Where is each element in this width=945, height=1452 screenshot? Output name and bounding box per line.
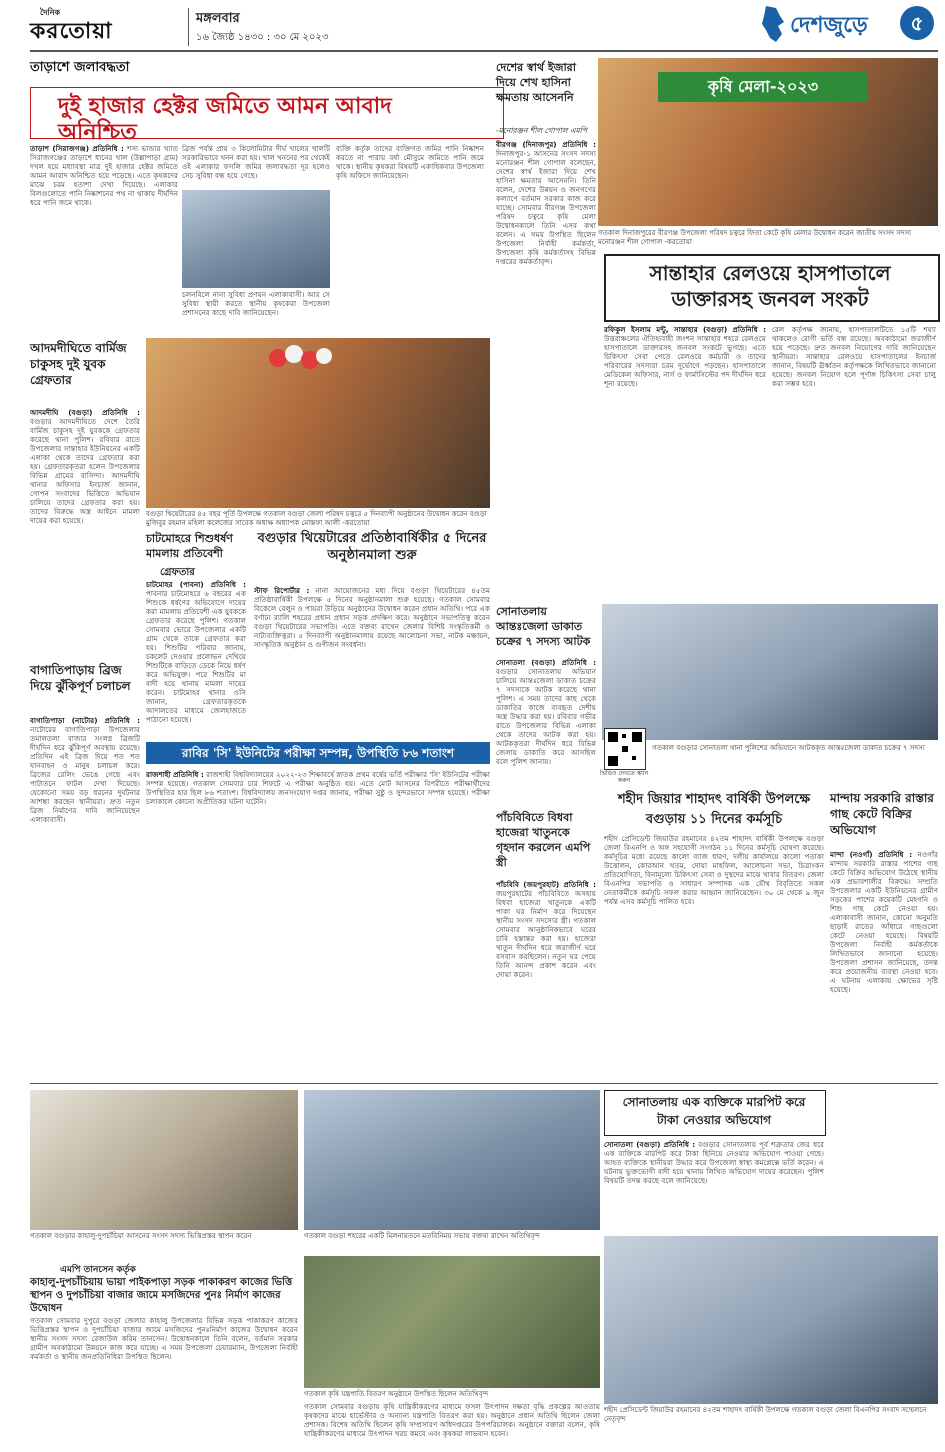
paper-small-label: দৈনিক	[40, 8, 61, 17]
qr-label: ভিডিও দেখতে স্ক্যান করুন	[599, 770, 649, 784]
bagati-text: নাটোরের বাগাতিপাড়া উপজেলার তমালতলা বাজার সংলগ্ন ব্রিজটি দীর্ঘদিন ধরে ঝুঁকিপূর্ণ অবস্থায় রয়েছে। প্রতিদিন এই ব্রিজ দিয়ে শত শত যানবাহন ও মানুষ চলাচল করে। ব্রিজের রেলিং ভেঙে গেছে এবং পাটাতনে ফাটল দেখা দিয়েছে। যেকোনো সময় বড় ধরনের দুর্ঘটনার আশঙ্কা করছেন স্থানীয়রা। দ্রুত নতুন ব্রিজ নির্মাণের দাবি জানিয়েছেন এলাকাবাসী।	[30, 725, 140, 824]
mid-page-divider	[30, 1083, 938, 1084]
lead-byline: তাড়াশ (সিরাজগঞ্জ) প্রতিনিধি :	[30, 144, 124, 153]
sonatala-boat-text: বগুড়ার সোনাতলায় অভিযান চালিয়ে আন্তঃজেলা ডাকাত চক্রের ৭ সদস্যকে আটক করেছে থানা পুলিশ। এ সময় তাদের কাছ থেকে ডাকাতির কাজে ব্যবহৃত দেশীয় অস্ত্র উদ্ধার করা হয়। রবিবার গভীর রাতে উপজেলার বিভিন্ন এলাকা থেকে তাদের আটক করা হয়। আটককৃতরা দীর্ঘদিন ধরে বিভিন্ন জেলায় ডাকাতি করে আসছিল বলে পুলিশ জানায়।	[496, 667, 596, 766]
bnp-photo	[604, 1236, 938, 1404]
mandah-text: নওগাঁর মান্দায় সরকারি রাস্তার পাশের গাছ কেটে বিক্রির অভিযোগ উঠেছে স্থানীয় এক প্রভাবশালীর বিরুদ্ধে। সম্প্রতি উপজেলার একটি ইউনিয়নের গ্রামীণ সড়কের পাশের কয়েকটি মেহগনি ও শিশু গাছ কেটে নেওয়া হয়। এলাকাবাসী জানান, কোনো অনুমতি ছাড়াই রাতের আঁধারে গাছগুলো কেটে নেওয়া হয়েছে। বিষয়টি উপজেলা নির্বাহী কর্মকর্তাকে লিখিতভাবে জানানো হয়েছে। উপজেলা প্রশাসন জানিয়েছে, তদন্ত করে প্রয়োজনীয় ব্যবস্থা নেওয়া হবে। এ ঘটনায় এলাকায় ক্ষোভের সৃষ্টি হয়েছে।	[830, 850, 938, 994]
sheikh-body	[496, 140, 596, 600]
bottom-photo-1	[30, 1090, 298, 1230]
mandah-headline: মান্দায় সরকারি রাস্তার গাছ কেটে বিক্রির অভিযোগ	[830, 791, 934, 837]
theatre-byline: স্টাফ রিপোর্টার :	[254, 586, 310, 595]
sonatala-boat-byline: সোনাতলা (বগুড়া) প্রতিনিধি :	[496, 658, 596, 667]
mandah-body	[830, 850, 938, 1080]
krishi-mela-credit: -করতোয়া	[664, 238, 692, 246]
zia-headline-1: শহীদ জিয়ার শাহাদৎ বার্ষিকী উপলক্ষে	[617, 792, 811, 807]
zia-body: শহীদ প্রেসিডেন্ট জিয়াউর রহমানের ৪২তম শাহাদৎ বার্ষিকী উপলক্ষে বগুড়া জেলা বিএনপি ও অঙ্গ সহযোগী সংগঠন ১১ দিনের কর্মসূচি ঘোষণা করেছে। কর্মসূচির মধ্যে রয়েছে কালো ব্যাজ ধারণ, দলীয় কার্যালয়ে কালো পতাকা উত্তোলন, কোরআন খতম, দোয়া মাহফিল, আলোচনা সভা, চিত্রাংকন প্রতিযোগিতা, বিনামূল্যে চিকিৎসা সেবা ও দুস্থদের মাঝে খাবার বিতরণ। জেলা বিএনপির সভাপতি ও সাধারণ সম্পাদক এক যৌথ বিবৃতিতে সকল নেতাকর্মীকে কর্মসূচি সফল করার আহ্বান জানিয়েছেন। ৩০ মে থেকে ৯ জুন পর্যন্ত এসব কর্মসূচি পালিত হবে।	[604, 834, 824, 906]
santahar-text-2: রেল কর্তৃপক্ষ জানায়, হাসপাতালটিতে ১৫টি শয্যা থাকলেও রোগী ভর্তি বন্ধ রয়েছে। অবকাঠামো জরাজীর্ণ হয়ে পড়েছে। দ্রুত জনবল নিয়োগের দাবি জানিয়েছেন স্থানীয়রা।	[772, 325, 936, 361]
adam-byline: আদমদীঘি (বগুড়া) প্রতিনিধি :	[30, 408, 140, 417]
widow-headline: পাঁচবিবিতে বিধবা হাজেরা খাতুনকে গৃহদান করলেন এমপি স্ত্রী	[496, 811, 591, 869]
widow-byline: পাঁচবিবি (জয়পুরহাট) প্রতিনিধি :	[496, 880, 596, 889]
santahar-col-1	[604, 325, 766, 600]
bottom-photo-2	[304, 1090, 600, 1230]
rabi-text: রাজশাহী বিশ্ববিদ্যালয়ের ২০২২-২৩ শিক্ষাবর্ষে স্নাতক প্রথম বর্ষের ভর্তি পরীক্ষার 'সি' ইউনিটের পরীক্ষা সম্পন্ন হয়েছে। গতকাল সোমবার চার শিফটে এ পরীক্ষা অনুষ্ঠিত হয়। এতে মোট আসনের বিপরীতে পরীক্ষার্থীদের উপস্থিতির হার ছিল ৮৬ শতাংশ। বিশ্ববিদ্যালয় জনসংযোগ দপ্তর জানায়, পরীক্ষা সুষ্ঠু ও সুন্দরভাবে সম্পন্ন হয়েছে। পরীক্ষা চলাকালে কোনো অপ্রীতিকর ঘটনা ঘটেনি।	[146, 770, 490, 806]
santahar-headline: সান্তাহার রেলওয়ে হাসপাতালে ডাক্তারসহ জনবল সংকট	[649, 261, 891, 311]
lead-photo	[182, 190, 330, 288]
sheikh-byline: বীরগঞ্জ (দিনাজপুর) প্রতিনিধি :	[496, 140, 596, 149]
widow-body	[496, 880, 596, 1075]
masthead-underline	[30, 50, 938, 52]
masthead-divider	[188, 8, 189, 46]
lead-headline-frame	[30, 87, 504, 139]
sonatala-beat-text: বগুড়ার সোনাতলায় পূর্ব শত্রুতার জের ধরে এক ব্যক্তিকে মারপিট করে টাকা ছিনিয়ে নেওয়ার অভিযোগ পাওয়া গেছে। আহত ব্যক্তিকে স্থানীয়রা উদ্ধার করে উপজেলা স্বাস্থ্য কমপ্লেক্সে ভর্তি করেন। এ ঘটনায় ভুক্তভোগী বাদী হয়ে থানায় লিখিত অভিযোগ দায়ের করেছেন। পুলিশ বিষয়টি তদন্ত করছে বলে জানিয়েছে।	[604, 1140, 824, 1185]
sonatala-beat-headline: সোনাতলায় এক ব্যক্তিকে মারপিট করে টাকা নেওয়ার অভিযোগ	[622, 1095, 806, 1127]
sonatala-boat-photo	[602, 604, 938, 740]
section-title: দেশজুড়ে	[790, 13, 868, 38]
kahalu-headline: কাহালু-দুপচাঁচিয়ায় ভায়া পাইকপাড়া সড়ক পাকাকরণ কাজের ভিত্তি স্থাপন ও দুপচাঁচিয়া বাজার জামে মসজিদের পুনঃ নির্মাণ কাজের উদ্বোধন	[30, 1277, 293, 1314]
chatmohar-sub: গ্রেফতার	[160, 567, 195, 578]
bottom-caption-1: গতকাল বগুড়ার কাহালু-দুপচাঁচিয়া আসনের সংসদ সদস্য ভিত্তিপ্রস্তর স্থাপন করেন	[30, 1232, 252, 1240]
adam-body	[30, 408, 140, 648]
sheikh-text: দিনাজপুর-১ আসনের সংসদ সদস্য মনোরঞ্জন শীল গোপাল বলেছেন, দেশের স্বার্থ ইজারা দিয়ে শেখ হাসিনা ক্ষমতায় আসেননি। তিনি বলেন, দেশের উন্নয়ন ও জনগণের কল্যাণে বর্তমান সরকার কাজ করে যাচ্ছে। সোমবার বীরগঞ্জ উপজেলা পরিষদ চত্বরে কৃষি মেলা উদ্বোধনকালে তিনি এসব কথা বলেন। এ সময় উপস্থিত ছিলেন উপজেলা নির্বাহী কর্মকর্তা, উপজেলা কৃষি কর্মকর্তাসহ বিভিন্ন দপ্তরের কর্মকর্তাবৃন্দ।	[496, 149, 596, 266]
lead-column-2	[182, 144, 330, 189]
chatmohar-byline: চাটমোহর (পাবনা) প্রতিনিধি :	[146, 580, 246, 589]
chatmohar-text: পাবনার চাটমোহরে ৬ বছরের এক শিশুকে ধর্ষণের অভিযোগে দায়ের করা মামলায় প্রতিবেশী এক যুবককে গ্রেফতার করেছে পুলিশ। গতকাল সোমবার ভোরে উপজেলার একটি গ্রাম থেকে তাকে গ্রেফতার করা হয়। শিশুটির পরিবার জানায়, চকলেট দেওয়ার প্রলোভন দেখিয়ে শিশুটিকে বাড়িতে ডেকে নিয়ে ধর্ষণ করে অভিযুক্ত। পরে শিশুটির মা বাদী হয়ে থানায় মামলা দায়ের করেন। চাটমোহর থানার ওসি জানান, গ্রেফতারকৃতকে আদালতের মাধ্যমে জেলহাজতে পাঠানো হয়েছে।	[146, 589, 246, 724]
adam-text: বগুড়ার আদমদীঘিতে দেশে তৈরি বার্মিজ চাকুসহ দুই যুবককে গ্রেফতার করেছে থানা পুলিশ। রবিবার রাতে উপজেলার সান্তাহার ইউনিয়নের একটি এলাকা থেকে তাদের গ্রেফতার করা হয়। গ্রেফতারকৃতরা হলেন উপজেলার বিভিন্ন গ্রামের বাসিন্দা। আদমদীঘি থানার অফিসার ইনচার্জ জানান, গোপন সংবাদের ভিত্তিতে অভিযান চালিয়ে তাদের গ্রেফতার করা হয়। তাদের বিরুদ্ধে অস্ত্র আইনে মামলা দায়ের করা হয়েছে।	[30, 417, 140, 525]
santahar-text-3: সান্তাহার রেলওয়ে হাসপাতালের ইনচার্জ জানান, বিষয়টি ঊর্ধ্বতন কর্তৃপক্ষকে লিখিতভাবে জানানো হয়েছে। জনবল নিয়োগ হলে পূর্ণাঙ্গ চিকিৎসা সেবা চালু করা সম্ভব হবে।	[772, 352, 936, 388]
lead-kicker: তাড়াশে জলাবদ্ধতা	[30, 60, 130, 75]
qr-code[interactable]	[604, 728, 646, 770]
paper-logo: করতোয়া	[30, 19, 113, 44]
sheikh-speaker: -মনোরঞ্জন শীল গোপাল এমপি	[496, 126, 587, 135]
adam-headline: আদমদীঘিতে বার্মিজ চাকুসহ দুই যুবক গ্রেফতার	[30, 341, 127, 387]
chatmohar-body	[146, 580, 246, 730]
agri-caption: গতকাল কৃষি যন্ত্রপাতি বিতরণ অনুষ্ঠানে উপস্থিত ছিলেন অতিথিবৃন্দ	[304, 1390, 489, 1398]
theatre-photo	[146, 338, 490, 508]
sonatala-boat-body	[496, 658, 596, 808]
bagati-body	[30, 716, 140, 1076]
santahar-text-1: উত্তরাঞ্চলের ঐতিহ্যবাহী জংশন সান্তাহার শহরে রেলওয়ে হাসপাতালে ডাক্তারসহ জনবল সংকটে ভুগছে। এতে চিকিৎসা সেবা পেতে রেলওয়ে কর্মচারী ও তাদের পরিবারের সদস্যরা চরম দুর্ভোগে পড়ছেন। হাসপাতালে মেডিকেল অফিসার, নার্স ও ফার্মাসিস্টের পদ দীর্ঘদিন ধরে শূন্য রয়েছে।	[604, 334, 766, 388]
rabi-headline: রাবির 'সি' ইউনিটের পরীক্ষা সম্পন্ন, উপস্থিতি ৮৬ শতাংশ	[146, 742, 490, 764]
masthead	[0, 0, 945, 52]
balloon-cluster	[266, 344, 336, 394]
bnp-caption: শহীদ প্রেসিডেন্ট জিয়াউর রহমানের ৪২তম শাহাদৎ বার্ষিকী উপলক্ষে গতকাল বগুড়া জেলা বিএনপির সংবাদ সম্মেলনে নেতৃবৃন্দ	[604, 1406, 927, 1423]
kahalu-pre: এমপি তানসেন কর্তৃক	[60, 1265, 136, 1275]
theatre-body	[254, 586, 490, 736]
sonatala-boat-caption: গতকাল বগুড়ার সোনাতলা থানা পুলিশের অভিযানে আটককৃত আন্তঃজেলা ডাকাত চক্রের ৭ সদস্য	[652, 744, 925, 752]
lead-text-1: শস্য ভান্ডার খ্যাত সিরাজগঞ্জের তাড়াশে ধানের খাল (উল্লাপাড়া গ্রাম) দখল হয়ে মধ্যাবস্থা মাত্র দুই হাজার হেক্টর জমিতে আমন আবাদ অনিশ্চিত হয়ে পড়েছে। এতে কৃষকদের মাঝে চরম হতাশা দেখা দিয়েছে। এলাকার বিলগুলোতে পানি নিষ্কাশনের পথ না থাকায় দীর্ঘদিন ধরে পানি জমে থাকে।	[30, 144, 178, 207]
lead-text-3: ব্যক্তি কর্তৃক তাদের ব্যক্তিগত জমির পানি নিষ্কাশন করতে না পারায় বর্ষা মৌসুমে জমিতে পানি জমে থাকে। স্থানীয় কৃষকরা বিষয়টি একাধিকবার উপজেলা কৃষি অফিসে জানিয়েছেন।	[336, 144, 484, 180]
agri-body: গতকাল সোমবার বগুড়ায় কৃষি যান্ত্রিকীকরণের মাধ্যমে ফসল উৎপাদন দক্ষতা বৃদ্ধি প্রকল্পের আওতায় কৃষকদের মাঝে হার্ভেস্টার ও অন্যান্য যন্ত্রপাতি বিতরণ করা হয়। অনুষ্ঠানে প্রধান অতিথি ছিলেন জেলা প্রশাসক। বিশেষ অতিথি ছিলেন কৃষি সম্প্রসারণ অধিদপ্তরের উপপরিচালক। অনুষ্ঠানে বক্তারা বলেন, কৃষি যান্ত্রিকীকরণের মাধ্যমে উৎপাদন খরচ কমবে এবং কৃষকরা লাভবান হবেন।	[304, 1402, 600, 1438]
krishi-mela-banner	[658, 72, 868, 102]
theatre-photo-caption: বগুড়া থিয়েটারের ৪৫ বছর পূর্তি উপলক্ষে গতকাল বগুড়া জেলা পরিষদ চত্বরে ৫ দিনব্যাপী অনুষ্ঠানের উদ্বোধন করেন বগুড়া মুজিবুর রহমান মহিলা কলেজের সাবেক অধ্যক্ষ অধ্যাপক মোস্তফা আলী -করতোয়া	[146, 510, 487, 527]
theatre-headline: বগুড়ার থিয়েটারের প্রতিষ্ঠাবার্ষিকীর ৫ দিনের অনুষ্ঠানমালা শুরু	[257, 531, 487, 563]
sonatala-beat-body	[604, 1140, 824, 1230]
krishi-mela-caption-text: গতকাল দিনাজপুরের বীরগঞ্জ উপজেলা পরিষদ চত্বরে ফিতা কেটে কৃষি মেলার উদ্বোধন করেন জাতীয় সংসদ সদস্য মনোরঞ্জন শীল গোপাল	[598, 229, 912, 246]
krishi-mela-caption	[598, 229, 938, 247]
masthead-day: মঙ্গলবার	[196, 11, 240, 26]
bagati-byline: বাগাতিপাড়া (নাটোর) প্রতিনিধি :	[30, 716, 140, 725]
krishi-mela-photo	[598, 58, 938, 226]
sonatala-boat-headline: সোনাতলায় আন্তঃজেলা ডাকাত চক্রের ৭ সদস্য আটক	[496, 605, 591, 648]
zia-headline-2: বগুড়ায় ১১ দিনের কর্মসূচি	[645, 812, 783, 827]
rabi-body	[146, 770, 490, 970]
widow-text: জয়পুরহাটের পাঁচবিবিতে অসহায় বিধবা হাজেরা খাতুনকে একটি পাকা ঘর নির্মাণ করে দিয়েছেন স্থানীয় সংসদ সদস্যের স্ত্রী। গতকাল সোমবার আনুষ্ঠানিকভাবে ঘরের চাবি হস্তান্তর করা হয়। হাজেরা খাতুন দীর্ঘদিন ধরে জরাজীর্ণ ঘরে বসবাস করছিলেন। নতুন ঘর পেয়ে তিনি আনন্দ প্রকাশ করেন এবং দোয়া করেন।	[496, 889, 596, 979]
lead-photo-caption: চলনবিলে নানা সুবিধা প্রণয়ন এলাকাবাসী। আর সে সুবিধা স্থায়ী করতে স্থানীয় কৃষকেরা উপজেলা প্রশাসনের কাছে দাবি জানিয়েছেন।	[182, 290, 330, 317]
santahar-byline: রফিকুল ইসলাম মন্টু, সান্তাহার (বগুড়া) প্রতিনিধি :	[604, 325, 766, 334]
santahar-col-2	[772, 325, 936, 600]
sheikh-headline: দেশের স্বার্থ ইজারা দিয়ে শেখ হাসিনা ক্ষমতায় আসেননি	[496, 61, 576, 104]
chatmohar-headline: চাটমোহরে শিশুধর্ষণ মামলায় প্রতিবেশী	[146, 532, 233, 560]
bagati-headline: বাগাতিপাড়ায় ব্রিজ দিয়ে ঝুঁকিপূর্ণ চলাচল	[30, 663, 131, 693]
lead-text-2: ব্রিজ পর্যন্ত প্রায় ৩ কিলোমিটার দীর্ঘ খালের খালটি সরকারিভাবে খনন করা হয়। খাল খননের পর থেকেই ওই এলাকার ফসলি জমির জলাবদ্ধতা দূর হলেও সেচ সুবিধা বন্ধ হয়ে গেছে।	[182, 144, 330, 180]
lead-headline: দুই হাজার হেক্টর জমিতে আমন আবাদ অনিশ্চিত	[58, 94, 392, 145]
page-number: ৫	[910, 11, 924, 35]
krishi-mela-banner-text: কৃষি মেলা-২০২৩	[707, 77, 819, 96]
mandah-byline: মান্দা (নওগাঁ) প্রতিনিধি :	[830, 850, 913, 859]
masthead-date: ১৬ জ্যৈষ্ঠ ১৪৩০ : ৩০ মে ২০২৩	[196, 32, 329, 43]
lead-column-3	[336, 144, 484, 334]
page-number-badge	[900, 6, 934, 40]
rabi-byline: রাজশাহী প্রতিনিধি :	[146, 770, 204, 779]
theatre-text: নানা আয়োজনের মধ্য দিয়ে বগুড়া থিয়েটারের ৪৫তম প্রতিষ্ঠাবার্ষিকী উপলক্ষে ৫ দিনের অনুষ্ঠানমালা শুরু হয়েছে। গতকাল সোমবার বিকেলে বেলুন ও পায়রা উড়িয়ে অনুষ্ঠানের উদ্বোধন করেন প্রধান অতিথি। পরে এক বর্ণাঢ্য র‌্যালি শহরের প্রধান প্রধান সড়ক প্রদক্ষিণ করে। অনুষ্ঠানে সভাপতিত্ব করেন বগুড়া থিয়েটারের সভাপতি। এতে বক্তব্য রাখেন জেলার বিশিষ্ট সংস্কৃতিকর্মী ও নাট্যব্যক্তিত্বরা। ৫ দিনব্যাপী অনুষ্ঠানমালায় রয়েছে আলোচনা সভা, নাটক মঞ্চায়ন, সাংস্কৃতিক অনুষ্ঠান ও গুণীজন সংবর্ধনা।	[254, 586, 490, 649]
bangladesh-map-icon	[760, 4, 786, 44]
kahalu-body: গতকাল সোমবার দুপুরে বগুড়া জেলার কাহালু উপজেলার বিভিন্ন সড়ক পাকাকরণ কাজের ভিত্তিপ্রস্তর স্থাপন ও দুপচাঁচিয়া বাজার জামে মসজিদের পুনঃনির্মাণ কাজের উদ্বোধন করেন স্থানীয় সংসদ সদস্য রেজাউল করিম তানসেন। উদ্বোধনকালে তিনি বলেন, বর্তমান সরকার গ্রামীণ অবকাঠামো উন্নয়নে কাজ করে যাচ্ছে। এ সময় উপজেলা চেয়ারম্যান, উপজেলা নির্বাহী কর্মকর্তা ও স্থানীয় জনপ্রতিনিধিরা উপস্থিত ছিলেন।	[30, 1316, 298, 1361]
agri-photo	[304, 1256, 600, 1388]
bottom-caption-2: গতকাল বগুড়া শহরের একটি মিলনায়তনে মতবিনিময় সভায় বক্তব্য রাখেন অতিথিবৃন্দ	[304, 1232, 540, 1240]
sonatala-beat-byline: সোনাতলা (বগুড়া) প্রতিনিধি :	[604, 1140, 696, 1149]
